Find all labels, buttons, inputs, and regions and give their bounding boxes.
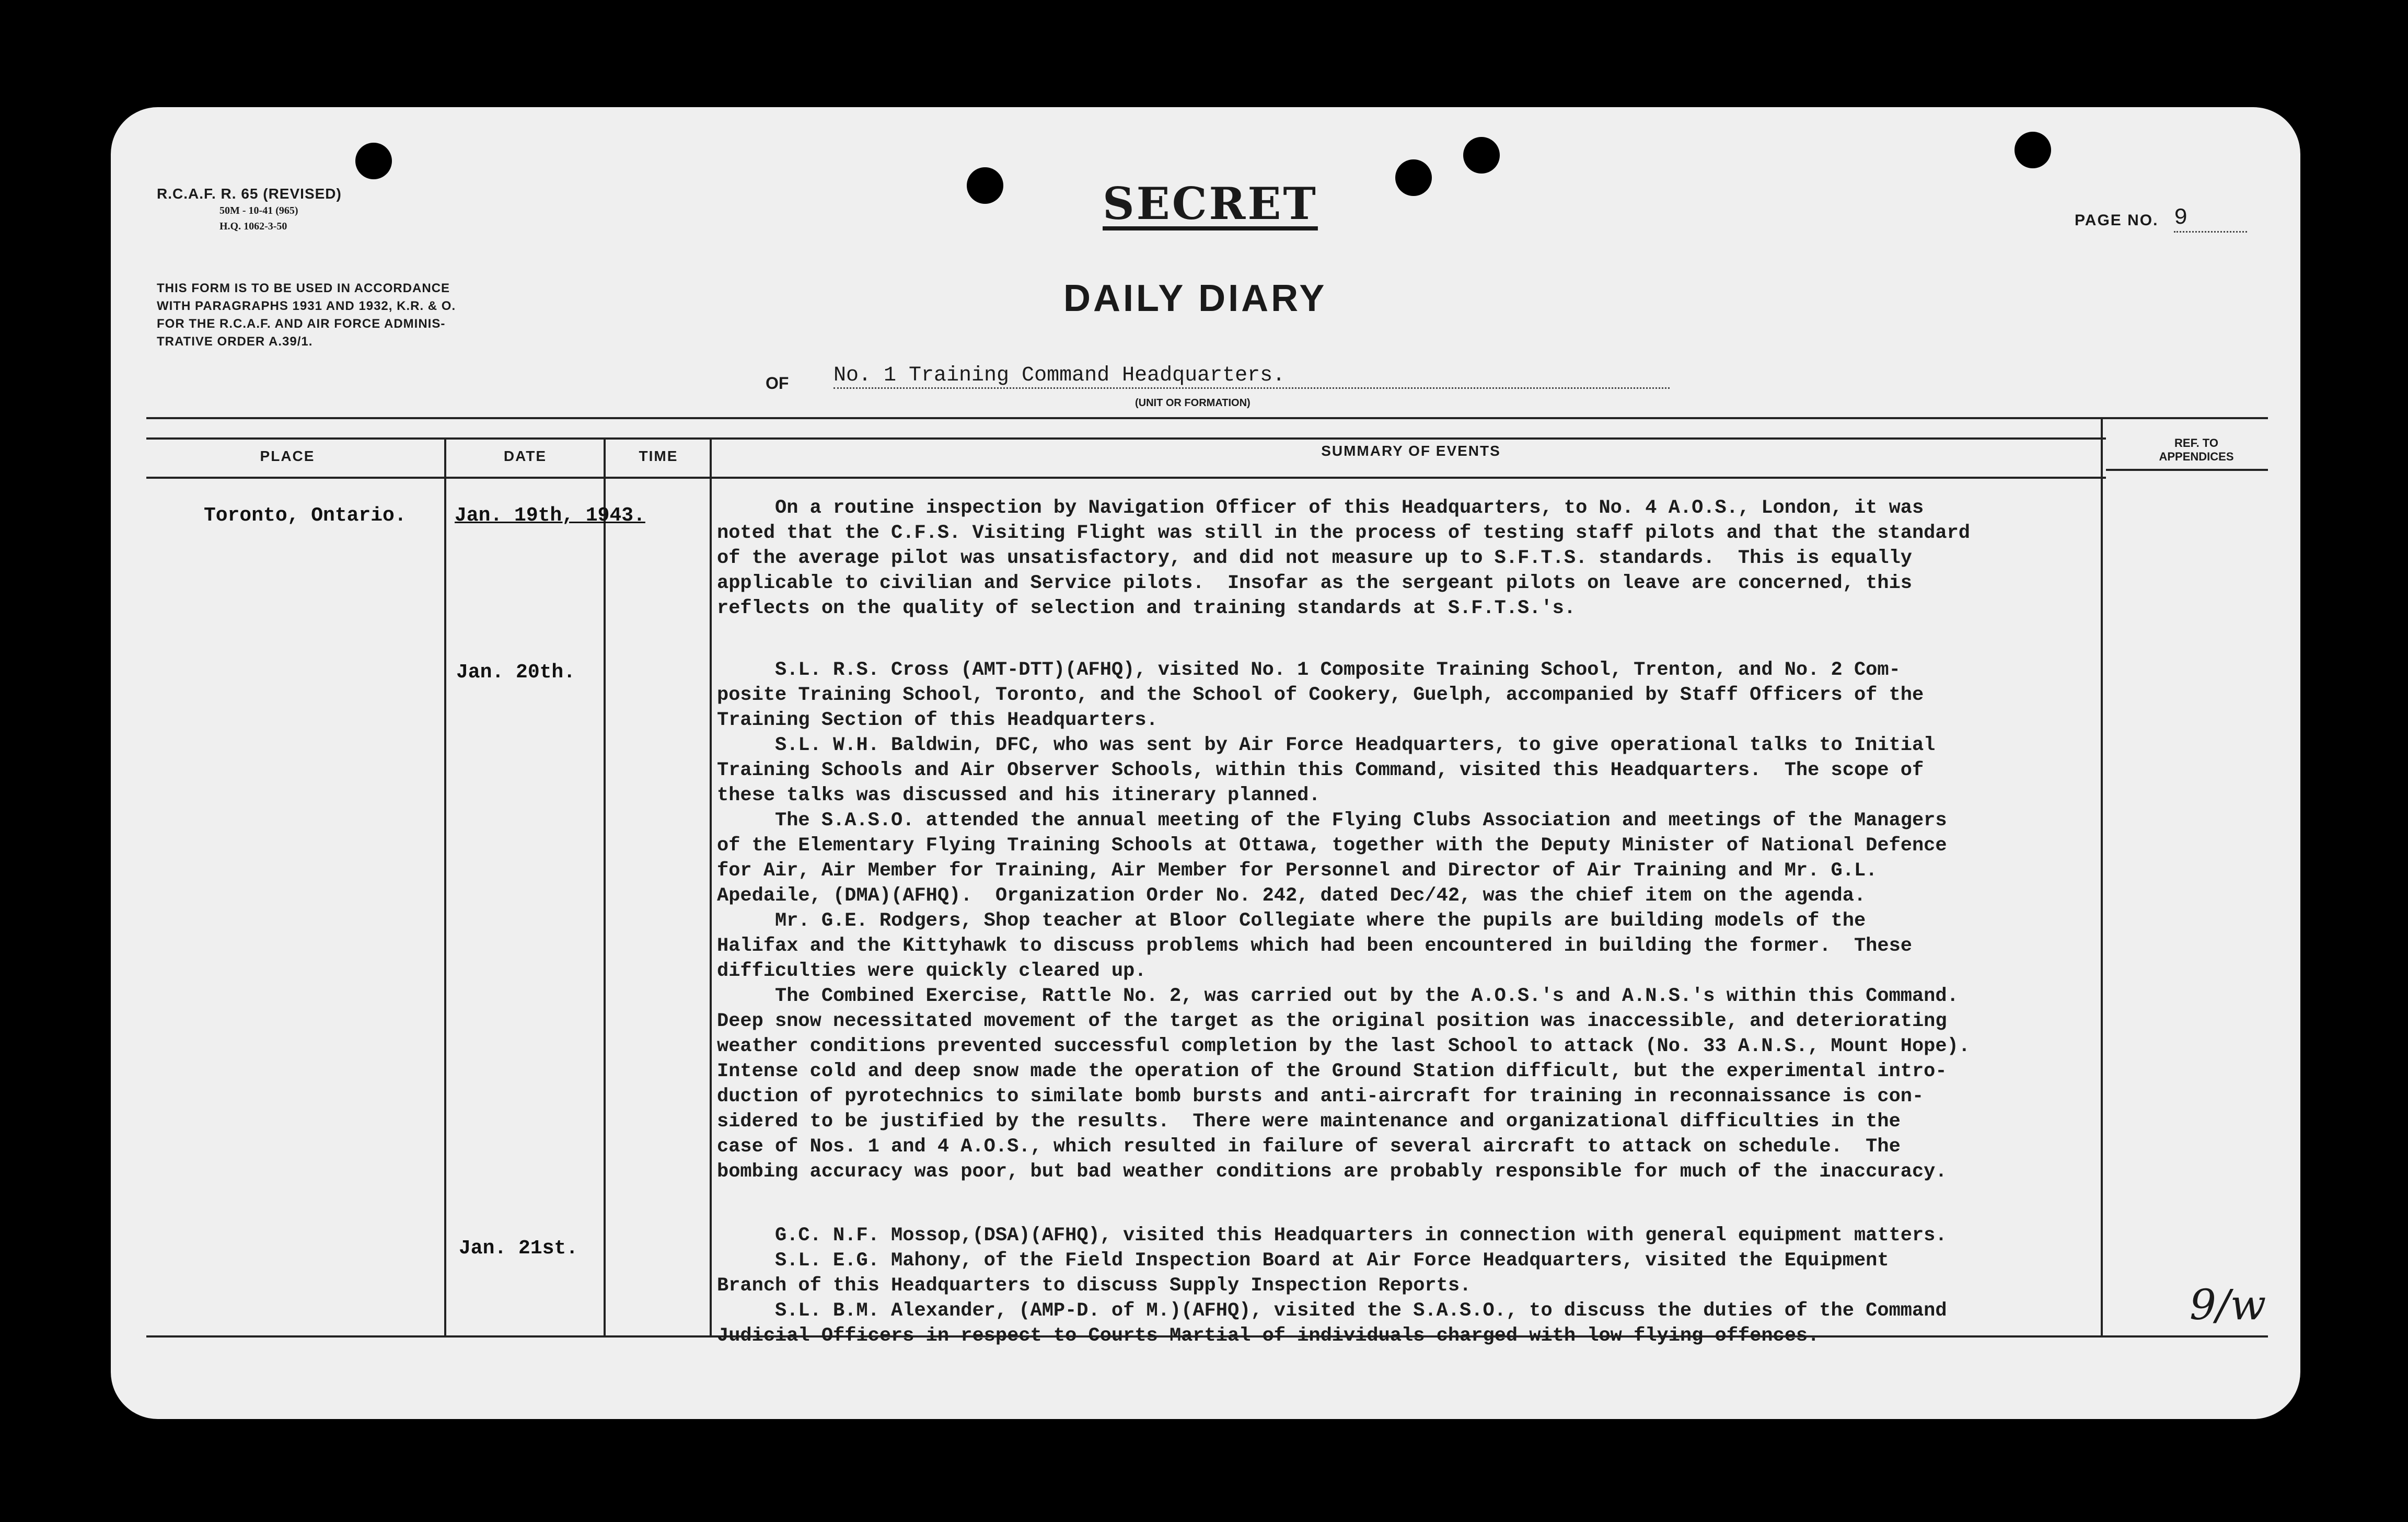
table-header-rule-b	[146, 477, 2106, 479]
unit-name: No. 1 Training Command Headquarters.	[833, 364, 1670, 389]
punch-hole	[2015, 132, 2051, 168]
column-header-time: TIME	[639, 448, 678, 464]
entry-date: Jan. 21st.	[459, 1237, 578, 1260]
col-divider-place-date	[444, 437, 446, 1336]
punch-hole	[967, 167, 1003, 204]
form-instructions: THIS FORM IS TO BE USED IN ACCORDANCE WITH PARAGRAPHS 1931 AND 1932, K.R. & O. FOR THE R.C.A.F. AND AIR FORCE ADMINIS- TRATIVE ORDER A.39/1.	[157, 281, 456, 349]
unit-caption: (UNIT OR FORMATION)	[1135, 397, 1251, 409]
punch-hole	[1463, 137, 1500, 174]
diary-title: DAILY DIARY	[1063, 278, 1327, 319]
punch-hole	[355, 143, 392, 179]
entry-summary: G.C. N.F. Mossop,(DSA)(AFHQ), visited this Headquarters in connection with general equipment matters. S.L. E.G. Mahony, of the Field Inspection Board at Air Force Headquarters, visited the Equipment Branch of this Headquarters to discuss Supply Inspection Reports. S.L. B.M. Alexander, (AMP-D. of M.)(AFHQ), visited the S.A.S.O., to discuss the duties of the Command Judicial Officers in respect to Courts Martial of individuals charged with low flying offences.	[717, 1225, 1947, 1347]
entry-date: Jan. 20th.	[456, 661, 576, 684]
table-header-rule-a	[146, 437, 2106, 440]
form-id: R.C.A.F. R. 65 (REVISED)	[157, 186, 342, 202]
column-header-summary: SUMMARY OF EVENTS	[1321, 443, 1501, 459]
entry-summary: S.L. R.S. Cross (AMT-DTT)(AFHQ), visited No. 1 Composite Training School, Trenton, and No. 2 Com- posite Training School, Toronto, and the School of Cookery, Guelph, accompanied by Staff Officers of the Training Section of this Headquarters. S.L. W.H. Baldwin, DFC, who was sent by Air Force Headquarters, to give operational talks to Initial Training Schools and Air Observer Schools, within this Command, visited this Headquarters. The scope of these talks was discussed and his itinerary planned. The S.A.S.O. attended the annual meeting of the Flying Clubs Association and meetings of the Managers of the Elementary Flying Training Schools at Ottawa, together with the Deputy Minister of National Defence for Air, Air Member for Training, Air Member for Personnel and Director of Air Training and Mr. G.L. Apedaile, (DMA)(AFHQ). Organization Order No. 242, dated Dec/42, was the chief item on the agenda. Mr. G.E. Rodgers, Shop teacher at Bloor Collegiate where the pupils are building models of the Halifax and the Kittyhawk to discuss problems which had been encountered in building the former. These difficulties were quickly cleared up. The Combined Exercise, Rattle No. 2, was carried out by the A.O.S.'s and A.N.S.'s within this Command. Deep snow necessitated movement of the target as the original position was inaccessible, and deteriorating weather conditions prevented successful completion by the last School to attack (No. 33 A.N.S., Mount Hope). Intense cold and deep snow made the operation of the Ground Station difficult, but the experimental intro- duction of pyrotechnics to similate bomb bursts and anti-aircraft for training in reconnaissance is con- sidered to be justified by the results. There were maintenance and organizational difficulties in the case of Nos. 1 and 4 A.O.S., which resulted in failure of several aircraft to attack on schedule. The bombing accuracy was poor, but bad weather conditions are probably responsible for much of the inaccuracy.	[717, 659, 1970, 1183]
col-divider-time-summary	[710, 437, 712, 1336]
page-number-label: PAGE NO.	[2075, 212, 2159, 229]
of-label: OF	[766, 374, 789, 393]
entry-place: Toronto, Ontario.	[204, 504, 407, 527]
column-header-date: DATE	[503, 448, 547, 464]
col-divider-date-time	[604, 437, 606, 1336]
margin-initials: 9/w	[2190, 1281, 2266, 1329]
classification-stamp: SECRET	[1103, 178, 1318, 229]
column-header-ref-appendices: REF. TO APPENDICES	[2159, 436, 2234, 463]
entry-summary: On a routine inspection by Navigation Officer of this Headquarters, to No. 4 A.O.S., London, it was noted that the C.F.S. Visiting Flight was still in the process of testing staff pilots and that the standard of the average pilot was unsatisfactory, and did not measure up to S.F.T.S. standards. This is equally applicable to civilian and Service pilots. Insofar as the sergeant pilots on leave are concerned, this reflects on the quality of selection and training standards at S.F.T.S.'s.	[717, 497, 1970, 619]
page-number-value: 9	[2174, 205, 2247, 233]
form-print-code: 50M - 10-41 (965)	[219, 205, 298, 216]
form-hq-code: H.Q. 1062-3-50	[219, 221, 287, 232]
table-top-rule	[146, 417, 2268, 419]
ref-header-rule	[2106, 469, 2268, 471]
entry-date: Jan. 19th, 1943.	[455, 504, 645, 527]
punch-hole	[1395, 159, 1432, 196]
column-header-place: PLACE	[260, 448, 315, 464]
